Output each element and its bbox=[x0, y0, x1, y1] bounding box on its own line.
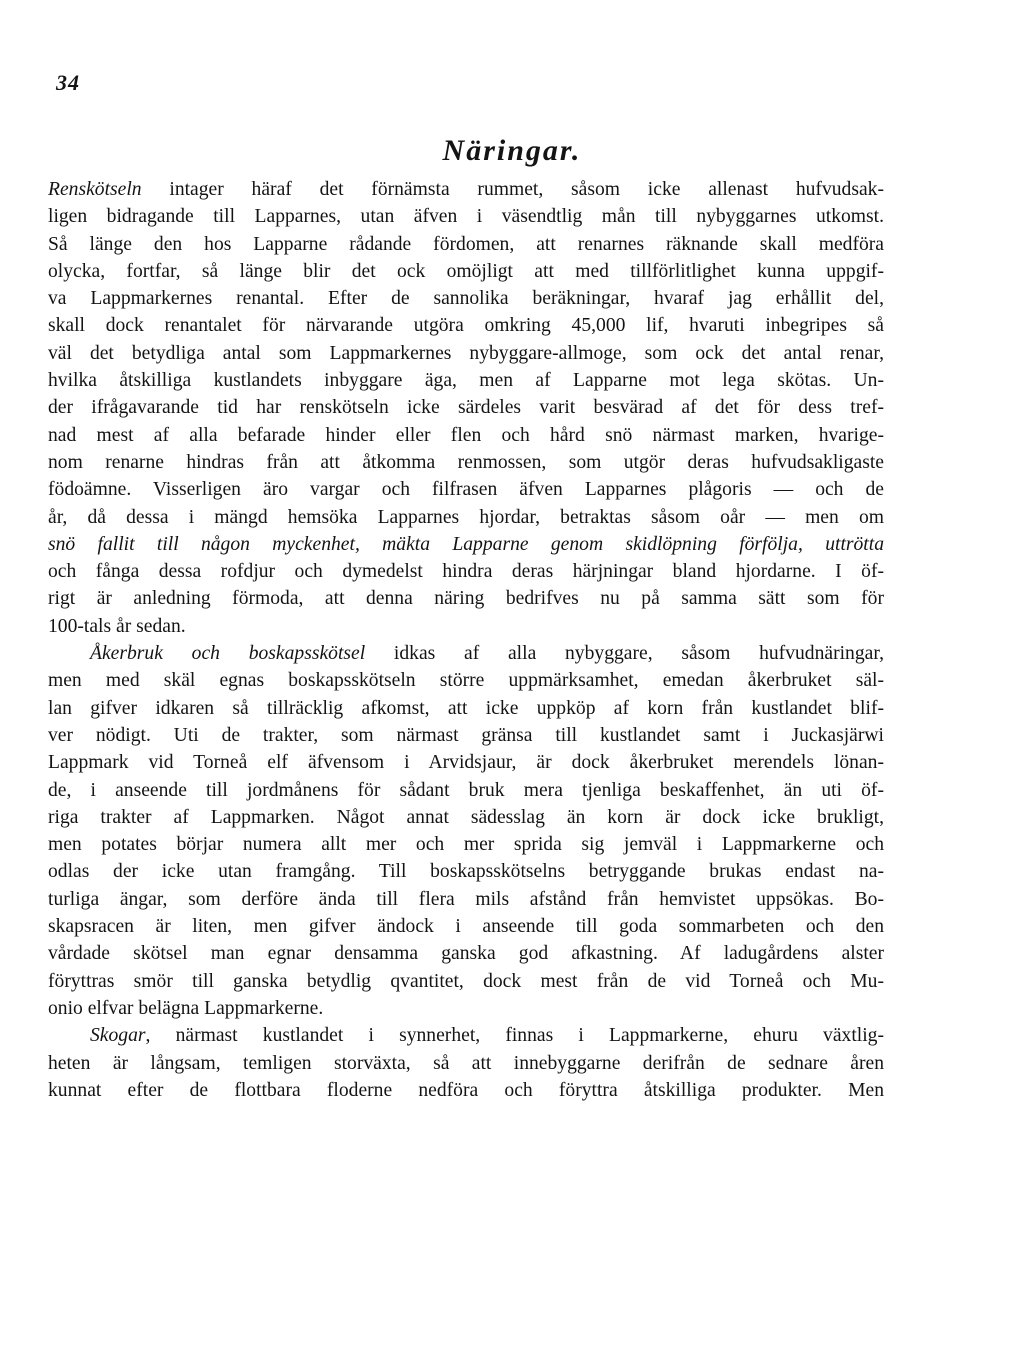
text-line bbox=[48, 968, 884, 995]
text-run: Så länge den hos Lapparne rådande fördomen, att renarnes räknande skall medföra bbox=[48, 233, 884, 255]
text-line bbox=[48, 913, 884, 940]
text-run: riga trakter af Lappmarken. Något annat sädesslag än korn är dock icke brukligt, bbox=[48, 806, 884, 828]
text-run: vårdade skötsel man egnar densamma ganska god afkastning. Af ladugårdens alster bbox=[48, 943, 884, 965]
text-run: intager häraf det förnämsta rummet, såsom icke allenast hufvudsak- bbox=[141, 179, 884, 200]
text-line bbox=[48, 422, 884, 449]
text-run: , närmast kustlandet i synnerhet, finnas i Lappmarkerne, ehuru växtlig- bbox=[145, 1025, 884, 1047]
text-line bbox=[48, 504, 884, 531]
text-line bbox=[48, 285, 884, 312]
text-line bbox=[48, 722, 884, 749]
text-line bbox=[48, 831, 884, 858]
italic-text: Åkerbruk och boskapsskötsel bbox=[90, 643, 366, 665]
text-line bbox=[48, 613, 884, 640]
text-line bbox=[48, 886, 884, 913]
text-line bbox=[48, 1050, 884, 1077]
text-line bbox=[48, 640, 884, 667]
text-run: 100-tals år sedan. bbox=[48, 615, 186, 637]
text-line bbox=[48, 394, 884, 421]
text-run: heten är långsam, temligen storväxta, så att innebyggarne derifrån de sednare åren bbox=[48, 1052, 884, 1074]
italic-text: Renskötseln bbox=[48, 179, 142, 200]
text-line bbox=[48, 995, 884, 1022]
text-run: olycka, fortfar, så länge blir det ock omöjligt att med tillförlitlighet kunna uppgif- bbox=[48, 260, 884, 282]
text-line bbox=[48, 695, 884, 722]
text-line bbox=[48, 558, 884, 585]
text-run: och fånga dessa rofdjur och dymedelst hindra deras härjningar bland hjordarne. I öf- bbox=[48, 561, 884, 583]
text-line bbox=[48, 777, 884, 804]
text-line bbox=[48, 176, 884, 203]
text-line bbox=[48, 367, 884, 394]
text-run: rigt är anledning förmoda, att denna näring bedrifves nu på samma sätt som för bbox=[48, 588, 884, 610]
text-line bbox=[48, 1077, 884, 1104]
text-line bbox=[48, 858, 884, 885]
text-run: onio elfvar belägna Lappmarkerne. bbox=[48, 997, 324, 1019]
text-line bbox=[48, 312, 884, 339]
text-run: Lappmark vid Torneå elf äfvensom i Arvidsjaur, är dock åkerbruket merendels lönan- bbox=[48, 752, 884, 774]
text-line bbox=[48, 203, 884, 230]
text-run: år, då dessa i mängd hemsöka Lapparnes hjordar, betraktas såsom oår — men om bbox=[48, 506, 884, 528]
text-run: skapsracen är liten, men gifver ändock i anseende till goda sommarbeten och den bbox=[48, 916, 884, 938]
text-line bbox=[48, 340, 884, 367]
text-line bbox=[48, 804, 884, 831]
text-run: väl det betydliga antal som Lappmarkernes nybyggare-allmoge, som ock det antal renar, bbox=[48, 342, 884, 364]
text-line bbox=[48, 940, 884, 967]
text-run: ver nödigt. Uti de trakter, som närmast gränsa till kustlandet samt i Juckasjärwi bbox=[48, 724, 884, 746]
italic-text: snö fallit till någon myckenhet, mäkta Lapparne genom skidlöpning förfölja, uttrötta bbox=[48, 533, 884, 555]
text-run: föryttras smör till ganska betydlig qvantitet, dock mest från de vid Torneå och Mu- bbox=[48, 970, 884, 992]
paragraph bbox=[48, 176, 884, 640]
text-line bbox=[48, 585, 884, 612]
page-number: 34 bbox=[56, 70, 80, 95]
text-run: ligen bidragande till Lapparnes, utan äfven i väsendtlig mån till nybyggarnes utkomst. bbox=[48, 206, 884, 228]
text-run: odlas der icke utan framgång. Till boskapsskötselns betryggande brukas endast na- bbox=[48, 861, 884, 883]
section-heading: Näringar. bbox=[442, 134, 582, 167]
text-line bbox=[48, 531, 884, 558]
text-line bbox=[48, 449, 884, 476]
text-line bbox=[48, 749, 884, 776]
text-line bbox=[48, 667, 884, 694]
text-line bbox=[48, 258, 884, 285]
text-line bbox=[48, 231, 884, 258]
text-run: der ifrågavarande tid har renskötseln icke särdeles varit besvärad af det för dess tref- bbox=[48, 397, 884, 419]
text-run: lan gifver idkaren så tillräcklig afkomst, att icke uppköp af korn från kustlandet blif- bbox=[48, 697, 884, 719]
text-run: nom renarne hindras från att åtkomma renmossen, som utgör deras hufvudsakligaste bbox=[48, 451, 884, 473]
text-run: hvilka åtskilliga kustlandets inbyggare äga, men af Lapparne mot lega skötas. Un- bbox=[48, 370, 884, 392]
body-text bbox=[48, 176, 884, 1104]
text-line bbox=[48, 476, 884, 503]
text-run: kunnat efter de flottbara floderne nedföra och föryttra åtskilliga produkter. Men bbox=[48, 1079, 884, 1101]
text-run: födoämne. Visserligen äro vargar och filfrasen äfven Lapparnes plågoris — och de bbox=[48, 479, 884, 501]
text-run: skall dock renantalet för närvarande utgöra omkring 45,000 lif, hvaruti inbegripes så bbox=[48, 315, 884, 337]
italic-text: Skogar bbox=[90, 1025, 146, 1047]
text-run: idkas af alla nybyggare, såsom hufvudnäringar, bbox=[365, 643, 884, 665]
text-run: va Lappmarkernes renantal. Efter de sannolika beräkningar, hvaraf jag erhållit del, bbox=[48, 288, 884, 310]
paragraph bbox=[48, 640, 884, 1022]
text-line bbox=[48, 1022, 884, 1049]
text-run: nad mest af alla befarade hinder eller flen och hård snö närmast marken, hvarige- bbox=[48, 424, 884, 446]
text-run: men med skäl egnas boskapsskötseln större uppmärksamhet, emedan åkerbruket säl- bbox=[48, 670, 884, 692]
paragraph bbox=[48, 1022, 884, 1104]
text-run: turliga ängar, som derföre ända till flera mils afstånd från hemvistet uppsökas. Bo- bbox=[48, 888, 884, 910]
text-run: men potates börjar numera allt mer och mer sprida sig jemväl i Lappmarkerne och bbox=[48, 834, 884, 856]
text-run: de, i anseende till jordmånens för sådant bruk mera tjenliga beskaffenhet, än uti öf- bbox=[48, 779, 884, 801]
